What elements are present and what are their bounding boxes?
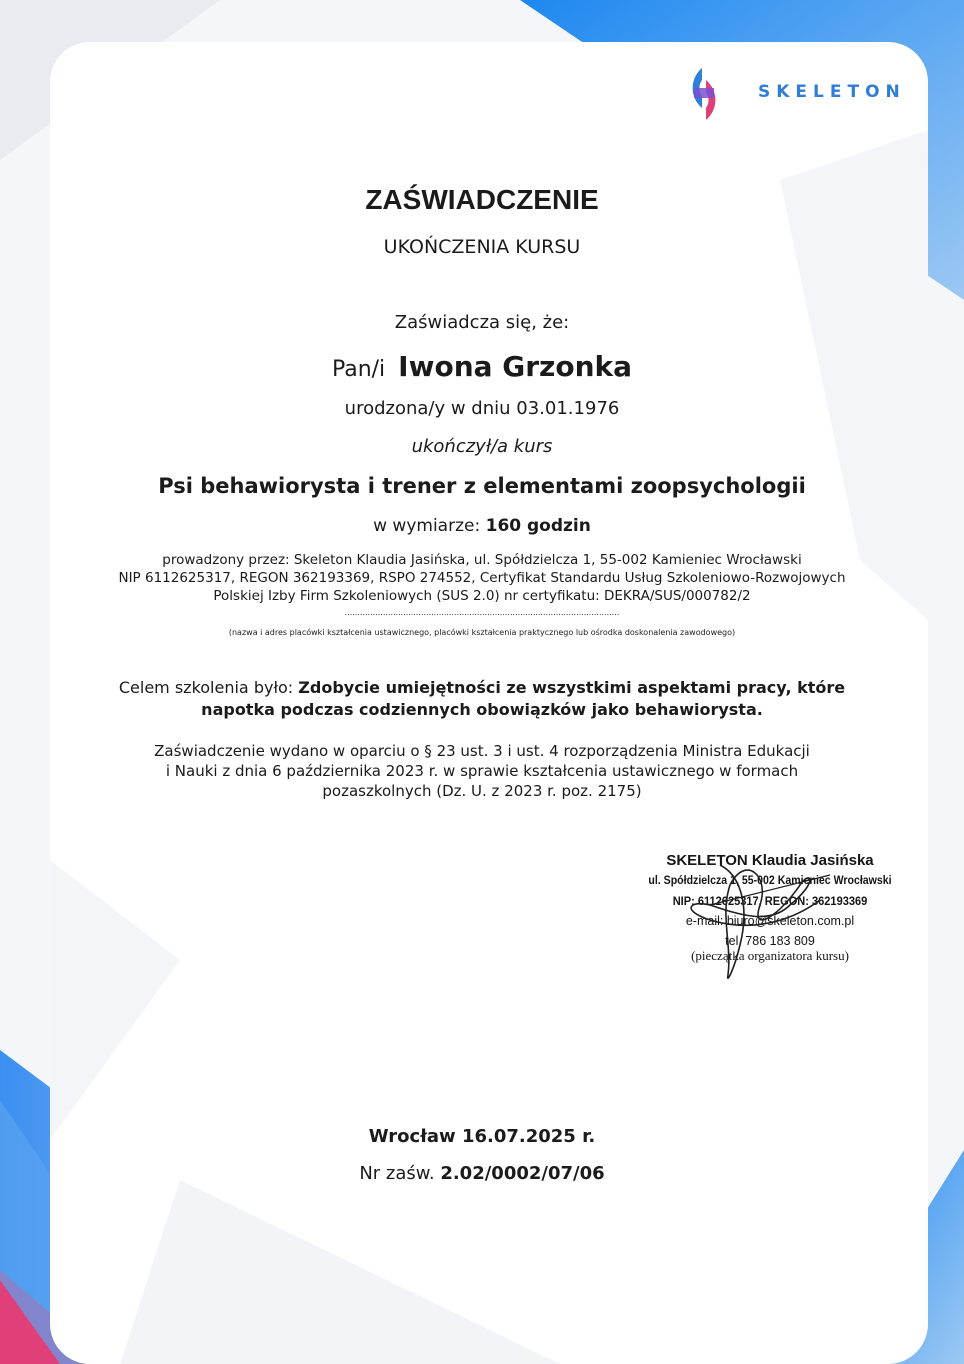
birth-line: [0, 398, 964, 419]
salutation: Pan/i: [331, 357, 386, 382]
legal-line-3: pozaszkolnych (Dz. U. z 2023 r. poz. 2175): [322, 782, 642, 800]
organizer-line-2: NIP 6112625317, REGON 362193369, RSPO 274552, Certyfikat Standardu Usług Szkoleniowo-Rozwojowych: [118, 570, 846, 586]
birth-date: 03.01.1976: [516, 398, 620, 419]
person-line: [0, 350, 964, 383]
certificate-title: ZAŚWIADCZENIE: [365, 184, 599, 215]
goal-text-1: Zdobycie umiejętności ze wszystkimi aspektami pracy, które: [298, 678, 846, 697]
duration-line: [0, 516, 964, 536]
institution-note: (nazwa i adres placówki kształcenia ustawicznego, placówki kształcenia praktycznego lub ośrodka doskonalenia zawodowego): [228, 628, 736, 637]
course-name: Psi behawiorysta i trener z elementami zoopsychologii: [158, 474, 806, 498]
goal-line-1: [0, 678, 964, 697]
certificate-subtitle: UKOŃCZENIA KURSU: [383, 236, 581, 258]
duration-prefix: w wymiarze:: [373, 516, 481, 536]
birth-prefix: urodzona/y w dniu: [344, 398, 511, 419]
stamp-line-4: e-mail: biuro@skeleton.com.pl: [685, 914, 855, 928]
place-date: Wrocław 16.07.2025 r.: [368, 1126, 596, 1147]
signature-icon: [650, 845, 890, 995]
legal-line-2: i Nauki z dnia 6 października 2023 r. w sprawie kształcenia ustawicznego w formach: [165, 762, 799, 780]
brand-name: SKELETON: [758, 82, 906, 102]
certificate-number-line: [0, 1163, 964, 1184]
dotted-line: ............................................................................................................: [344, 608, 620, 617]
skeleton-logo-icon: [672, 62, 736, 126]
number-prefix: Nr zaśw.: [359, 1163, 435, 1184]
stamp-line-2: ul. Spółdzielcza 1, 55-002 Kamieniec Wrocławski: [648, 875, 892, 887]
person-name: Iwona Grzonka: [398, 350, 633, 383]
stamp-caption: (pieczątka organizatora kursu): [691, 948, 849, 963]
number-value: 2.02/0002/07/06: [440, 1163, 605, 1184]
certifies-text: Zaświadcza się, że:: [394, 312, 570, 333]
completed-text: ukończył/a kurs: [411, 436, 553, 457]
goal-prefix: Celem szkolenia było:: [118, 678, 294, 697]
stamp-line-3: NIP: 6112625317, REGON: 362193369: [672, 894, 868, 908]
stamp-line-1: SKELETON Klaudia Jasińska: [666, 852, 874, 869]
goal-line-2: napotka podczas codziennych obowiązków jako behawiorysta.: [201, 700, 763, 719]
legal-line-1: Zaświadczenie wydano w oparciu o § 23 ust. 3 i ust. 4 rozporządzenia Ministra Edukacji: [154, 742, 810, 760]
duration-value: 160 godzin: [485, 516, 591, 536]
organizer-line-3: Polskiej Izby Firm Szkoleniowych (SUS 2.0) nr certyfikatu: DEKRA/SUS/000782/2: [213, 588, 751, 604]
organizer-line-1: prowadzony przez: Skeleton Klaudia Jasińska, ul. Spółdzielcza 1, 55-002 Kamieniec Wrocławski: [162, 552, 802, 568]
stamp-line-5: tel. 786 183 809: [725, 934, 815, 948]
